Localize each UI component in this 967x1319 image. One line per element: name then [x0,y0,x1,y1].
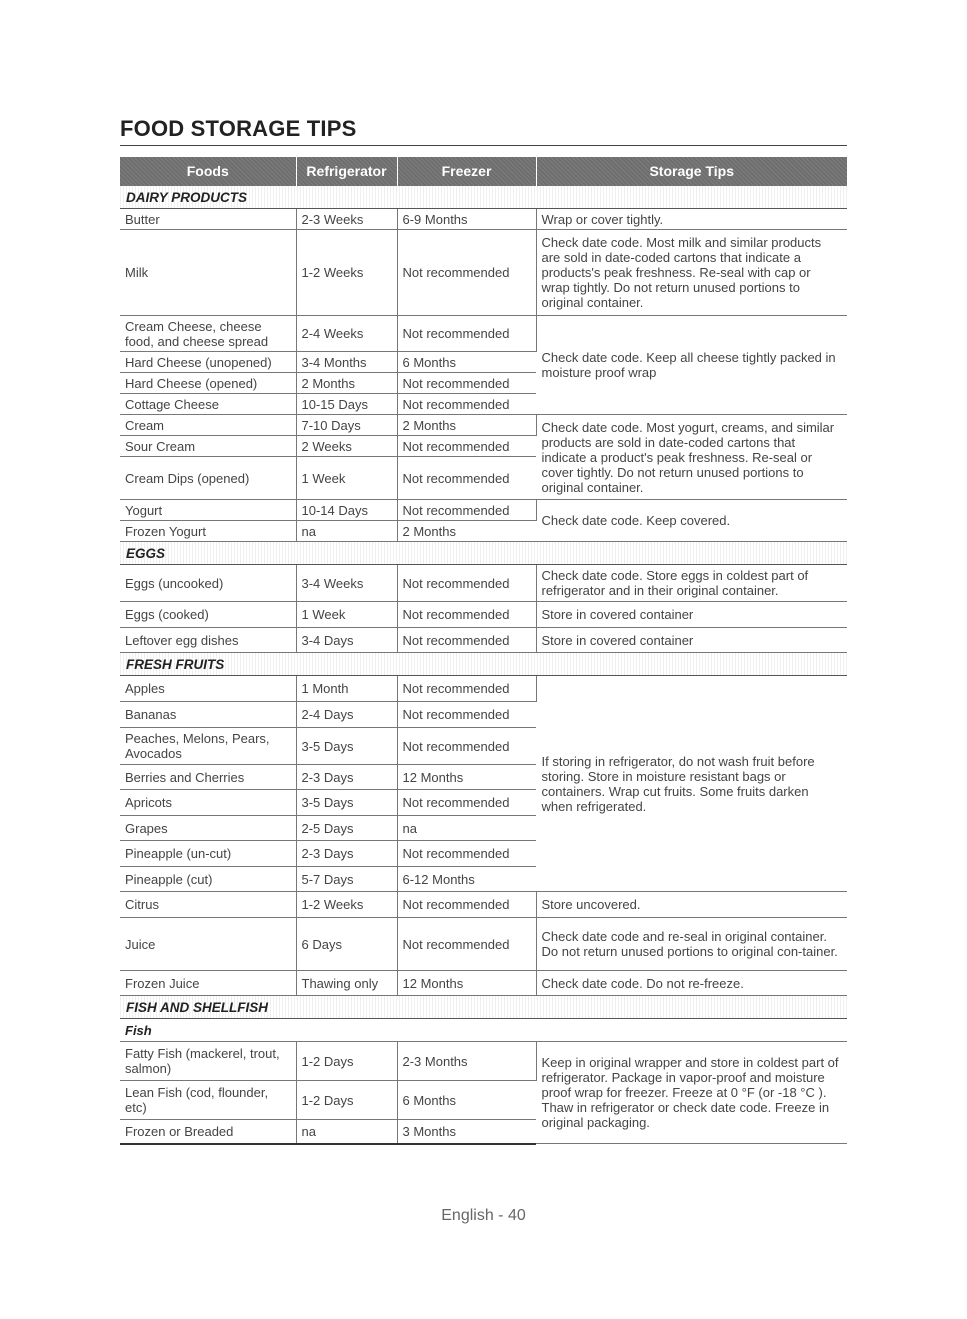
food-name-cell: Cream [120,415,296,436]
refrigerator-cell: na [296,1120,397,1144]
storage-tip-cell: Store in covered container [536,602,847,628]
refrigerator-cell: 1-2 Days [296,1081,397,1120]
storage-tip-cell: Check date code. Do not re-freeze. [536,971,847,996]
refrigerator-cell: 3-5 Days [296,728,397,765]
refrigerator-cell: 3-5 Days [296,790,397,816]
refrigerator-cell: 2-4 Days [296,702,397,728]
food-storage-table [120,157,847,1145]
header-refrigerator: Refrigerator [296,157,397,186]
refrigerator-cell: 2-3 Weeks [296,209,397,230]
storage-tip-cell: Wrap or cover tightly. [536,209,847,230]
food-name-cell: Butter [120,209,296,230]
section-header-row [120,996,847,1019]
freezer-cell: Not recommended [397,316,536,352]
subsection-label: Fish [120,1019,847,1042]
table-row [120,230,847,316]
freezer-cell: 2-3 Months [397,1042,536,1081]
food-name-cell: Pineapple (un-cut) [120,841,296,867]
food-name-cell: Peaches, Melons, Pears, Avocados [120,728,296,765]
table-row [120,209,847,230]
freezer-cell: 6-9 Months [397,209,536,230]
refrigerator-cell: 3-4 Months [296,352,397,373]
food-name-cell: Yogurt [120,500,296,521]
table-row [120,316,847,352]
refrigerator-cell: 2-3 Days [296,841,397,867]
food-name-cell: Sour Cream [120,436,296,457]
section-label: FRESH FRUITS [120,653,847,676]
table-row [120,628,847,653]
freezer-cell: Not recommended [397,676,536,702]
refrigerator-cell: 10-14 Days [296,500,397,521]
header-freezer: Freezer [397,157,536,186]
freezer-cell: Not recommended [397,841,536,867]
freezer-cell: Not recommended [397,918,536,971]
refrigerator-cell: 2-4 Weeks [296,316,397,352]
food-name-cell: Juice [120,918,296,971]
food-name-cell: Frozen Juice [120,971,296,996]
storage-tip-cell: Check date code. Most milk and similar products are sold in date-coded cartons that indicate a products's peak freshness. Re-seal with cap or wrap tightly. Do not return unused portions to original container. [536,230,847,316]
food-name-cell: Lean Fish (cod, flounder, etc) [120,1081,296,1120]
refrigerator-cell: Thawing only [296,971,397,996]
freezer-cell: Not recommended [397,728,536,765]
refrigerator-cell: 5-7 Days [296,867,397,892]
section-label: DAIRY PRODUCTS [120,186,847,209]
subsection-header-row [120,1019,847,1042]
refrigerator-cell: 2 Months [296,373,397,394]
freezer-cell: Not recommended [397,457,536,500]
food-name-cell: Bananas [120,702,296,728]
food-name-cell: Milk [120,230,296,316]
header-storage-tips: Storage Tips [536,157,847,186]
freezer-cell: na [397,816,536,841]
table-row [120,415,847,436]
refrigerator-cell: 7-10 Days [296,415,397,436]
freezer-cell: 12 Months [397,971,536,996]
refrigerator-cell: 2-3 Days [296,765,397,790]
food-name-cell: Grapes [120,816,296,841]
freezer-cell: Not recommended [397,565,536,602]
refrigerator-cell: 1-2 Weeks [296,230,397,316]
freezer-cell: 12 Months [397,765,536,790]
page-footer: English - 40 [441,1207,526,1224]
freezer-cell: Not recommended [397,500,536,521]
section-label: FISH AND SHELLFISH [120,996,847,1019]
food-name-cell: Leftover egg dishes [120,628,296,653]
food-name-cell: Hard Cheese (opened) [120,373,296,394]
storage-tip-cell: Check date code and re-seal in original container. Do not return unused portions to original con-tainer. [536,918,847,971]
food-name-cell: Pineapple (cut) [120,867,296,892]
food-name-cell: Hard Cheese (unopened) [120,352,296,373]
refrigerator-cell: 3-4 Weeks [296,565,397,602]
storage-tip-cell: If storing in refrigerator, do not wash fruit before storing. Store in moisture resistant bags or containers. Wrap cut fruits. Some fruits darken when refrigerated. [536,676,847,892]
freezer-cell: 2 Months [397,521,536,542]
table-row [120,971,847,996]
storage-tip-cell: Store uncovered. [536,892,847,918]
food-name-cell: Frozen Yogurt [120,521,296,542]
freezer-cell: Not recommended [397,230,536,316]
section-header-row [120,542,847,565]
refrigerator-cell: na [296,521,397,542]
freezer-cell: 3 Months [397,1120,536,1144]
storage-tip-cell: Check date code. Most yogurt, creams, and similar products are sold in date-coded cartons that indicate a product's peak freshness. Re-seal or cover tightly. Do not return unused portions to original container. [536,415,847,500]
food-name-cell: Frozen or Breaded [120,1120,296,1144]
refrigerator-cell: 2 Weeks [296,436,397,457]
freezer-cell: Not recommended [397,702,536,728]
table-row [120,565,847,602]
table-row [120,676,847,702]
storage-tip-cell: Check date code. Keep covered. [536,500,847,542]
freezer-cell: Not recommended [397,394,536,415]
freezer-cell: 6 Months [397,1081,536,1120]
food-name-cell: Apricots [120,790,296,816]
storage-tip-cell: Check date code. Keep all cheese tightly packed in moisture proof wrap [536,316,847,415]
refrigerator-cell: 10-15 Days [296,394,397,415]
storage-tip-cell: Check date code. Store eggs in coldest part of refrigerator and in their original container. [536,565,847,602]
table-row [120,892,847,918]
freezer-cell: 6 Months [397,352,536,373]
freezer-cell: Not recommended [397,892,536,918]
section-label: EGGS [120,542,847,565]
table-header-row [120,157,847,186]
refrigerator-cell: 1 Month [296,676,397,702]
table-row [120,918,847,971]
table-row [120,500,847,521]
refrigerator-cell: 3-4 Days [296,628,397,653]
storage-tip-cell: Store in covered container [536,628,847,653]
refrigerator-cell: 1 Week [296,457,397,500]
table-row [120,1042,847,1081]
food-name-cell: Berries and Cherries [120,765,296,790]
freezer-cell: 6-12 Months [397,867,536,892]
refrigerator-cell: 2-5 Days [296,816,397,841]
food-name-cell: Eggs (uncooked) [120,565,296,602]
freezer-cell: Not recommended [397,628,536,653]
page-title: FOOD STORAGE TIPS [120,116,847,146]
section-header-row [120,653,847,676]
freezer-cell: 2 Months [397,415,536,436]
food-name-cell: Cream Cheese, cheese food, and cheese spread [120,316,296,352]
storage-tip-cell: Keep in original wrapper and store in coldest part of refrigerator. Package in vapor-proof and moisture proof wrap for freezer. Freeze at 0 °F (or -18 °C ). Thaw in refrigerator or check date code. Freeze in original packaging. [536,1042,847,1144]
refrigerator-cell: 1 Week [296,602,397,628]
table-row [120,602,847,628]
freezer-cell: Not recommended [397,790,536,816]
food-name-cell: Cream Dips (opened) [120,457,296,500]
refrigerator-cell: 1-2 Days [296,1042,397,1081]
freezer-cell: Not recommended [397,602,536,628]
refrigerator-cell: 6 Days [296,918,397,971]
refrigerator-cell: 1-2 Weeks [296,892,397,918]
table-body [120,186,847,1144]
freezer-cell: Not recommended [397,373,536,394]
food-name-cell: Eggs (cooked) [120,602,296,628]
freezer-cell: Not recommended [397,436,536,457]
section-header-row [120,186,847,209]
food-name-cell: Citrus [120,892,296,918]
food-name-cell: Cottage Cheese [120,394,296,415]
food-name-cell: Fatty Fish (mackerel, trout, salmon) [120,1042,296,1081]
food-name-cell: Apples [120,676,296,702]
header-foods: Foods [120,157,296,186]
